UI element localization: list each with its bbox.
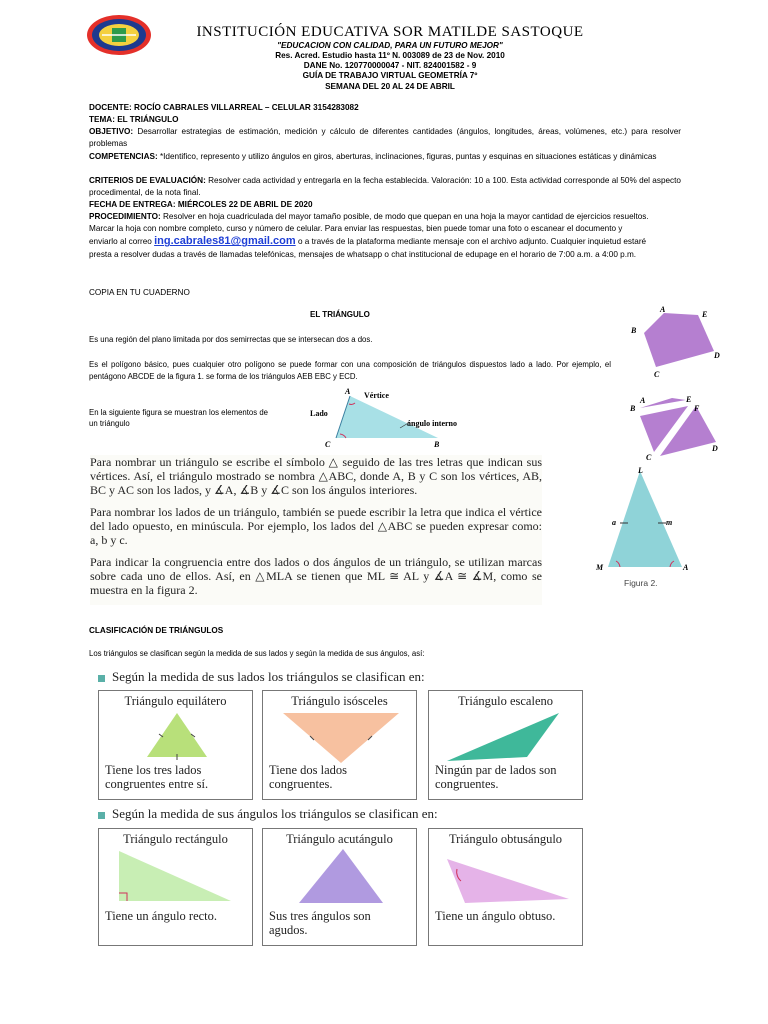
pent-label-e: E	[702, 310, 708, 319]
fig-label-b: B	[434, 440, 440, 449]
guide-title: GUÍA DE TRABAJO VIRTUAL GEOMETRÍA 7º	[302, 71, 478, 80]
card-description: Sus tres ángulos son agudos.	[269, 909, 371, 937]
card-isosceles	[262, 690, 417, 800]
dane-nit: DANE No. 120770000047 - NIT. 824001582 - 9	[303, 61, 477, 70]
fig-label-c: C	[325, 440, 331, 449]
split-label-d: D	[712, 444, 718, 453]
competencias	[89, 151, 681, 163]
split-label-c: C	[646, 453, 652, 462]
isosceles-triangle	[263, 707, 416, 763]
card-acutangulo	[262, 828, 417, 946]
school-logo	[86, 14, 152, 56]
obtuse-triangle	[429, 845, 582, 905]
copia-label: COPIA EN TU CUADERNO	[89, 288, 190, 297]
fig2-label-a: A	[683, 563, 689, 572]
fig-label-angulo: ángulo interno	[407, 419, 458, 428]
naming-paragraph-1: Para nombrar un triángulo se escribe el símbolo △ seguido de las tres letras que indican sus vértices. Así, el triángulo mostrado se nombra △ABC, donde A, B y C son los vértices, AB, BC y AC son los lados, y ∡A, ∡B y ∡C son los ángulos interiores.	[90, 455, 542, 497]
classification-title: CLASIFICACIÓN DE TRIÁNGULOS	[89, 626, 224, 635]
figura2-caption: Figura 2.	[624, 578, 658, 588]
fecha-entrega: FECHA DE ENTREGA: MIÉRCOLES 22 DE ABRIL DE 2020	[89, 200, 313, 209]
pent-label-c: C	[654, 370, 660, 379]
split-label-f: F	[694, 404, 700, 413]
split-label-e: E	[686, 395, 692, 404]
card-description: Tiene los tres lados congruentes entre sí.	[105, 763, 209, 791]
fig2-label-m: M	[596, 563, 604, 572]
by-sides-heading-text: Según la medida de sus lados los triángulos se clasifican en:	[112, 669, 425, 684]
classification-intro: Los triángulos se clasifican según la medida de sus lados y según la medida de sus ángulos, así:	[89, 649, 425, 658]
motto: "EDUCACION CON CALIDAD, PARA UN FUTURO MEJOR"	[277, 41, 503, 50]
equilateral-triangle	[99, 707, 252, 763]
card-description: Tiene un ángulo obtuso.	[435, 909, 556, 923]
pentagon-figure	[636, 305, 722, 377]
elements-intro: En la siguiente figura se muestran los elementos de un triángulo	[89, 408, 268, 428]
card-description: Tiene dos lados congruentes.	[269, 763, 348, 791]
right-triangle	[99, 845, 252, 905]
fig-label-vertice: Vértice	[364, 391, 389, 400]
card-title: Triángulo obtusángulo	[448, 832, 563, 846]
week: SEMANA DEL 20 AL 24 DE ABRIL	[325, 82, 455, 91]
split-label-a: A	[640, 396, 646, 405]
bullet-icon	[98, 675, 105, 682]
card-title: Triángulo escaleno	[457, 694, 553, 708]
competencias-text: *Identifico, represento y utilizo ángulos en giros, aberturas, inclinaciones, figuras, puntas y esquinas en situaciones estáticas y dinámicas	[159, 152, 657, 161]
criterios-label: CRITERIOS DE EVALUACIÓN:	[89, 176, 206, 185]
by-angles-heading	[98, 806, 438, 822]
card-title: Triángulo isósceles	[291, 694, 388, 708]
objetivo	[89, 126, 681, 150]
procedimiento-label: PROCEDIMIENTO:	[89, 212, 161, 221]
email-link[interactable]: ing.cabrales81@gmail.com	[154, 235, 296, 248]
card-escaleno	[428, 690, 583, 800]
criterios-text: Resolver cada actividad y entregarla en la fecha establecida. Valoración: 10 a 100. Esta actividad corresponde al 50% del aspecto procedimental, de la nota final.	[89, 176, 681, 198]
scalene-triangle	[429, 707, 582, 763]
pent-label-d: D	[714, 351, 720, 360]
card-title: Triángulo rectángulo	[123, 832, 228, 846]
split-label-b: B	[630, 404, 636, 413]
fig2-side-a: a	[612, 518, 616, 527]
fig2-label-l: L	[638, 466, 643, 475]
section-title: EL TRIÁNGULO	[310, 310, 370, 319]
card-description: Ningún par de lados son congruentes.	[435, 763, 557, 791]
card-title: Triángulo acutángulo	[286, 832, 393, 846]
procedimiento	[89, 211, 649, 261]
naming-paragraph-2: Para nombrar los lados de un triángulo, también se puede escribir la letra que indica el vértice del lado opuesto, en minúscula. Por ejemplo, los lados del △ABC se pueden expresar como: a, b y c.	[90, 505, 542, 547]
card-description: Tiene un ángulo recto.	[105, 909, 218, 923]
tema: TEMA: EL TRIÁNGULO	[89, 115, 179, 124]
fig-label-a: A	[345, 387, 351, 396]
card-rectangulo	[98, 828, 253, 946]
fig-label-lado: Lado	[310, 409, 328, 418]
pent-label-b: B	[631, 326, 637, 335]
naming-paragraph-3: Para indicar la congruencia entre dos lados o dos ángulos de un triángulo, se utilizan marcas sobre cada uno de ellos. Así, en △MLA se tienen que ML ≅ AL y ∡A ≅ ∡M, como se muestra en la figura 2.	[90, 555, 542, 597]
by-angles-heading-text: Según la medida de sus ángulos los triángulos se clasifican en:	[112, 806, 438, 821]
competencias-label: COMPETENCIAS:	[89, 152, 158, 161]
naming-explanation-box	[90, 455, 542, 605]
by-sides-heading	[98, 669, 425, 685]
basic-polygon-text: Es el polígono básico, pues cualquier otro polígono se puede formar con una composición de triángulos dispuestos lado a lado. Por ejemplo, el pentágono ABCDE de la figura 1. se forma de los triángulos AEB EBC y ECD.	[89, 360, 611, 381]
card-obtusangulo	[428, 828, 583, 946]
criterios	[89, 175, 681, 199]
objetivo-text: Desarrollar estrategias de estimación, medición y cálculo de diferentes cantidades (ángulos, longitudes, áreas, volúmenes, etc.) para resolver problemas	[89, 127, 681, 149]
procedimiento-text-2: o a través de la plataforma mediante mensaje con el archivo adjunto. Cualquier inquietud estaré presta a resolver dudas a través de llamadas telefónicas, mensajes de whatsapp o chat institucional de edupage en el horario de 7:00 a.m. a 4:00 p.m.	[89, 237, 647, 259]
definition: Es una región del plano limitada por dos semirrectas que se intersecan dos a dos.	[89, 335, 373, 344]
docente: DOCENTE: ROCÍO CABRALES VILLARREAL – CELULAR 3154283082	[89, 103, 359, 112]
fig2-side-m: m	[666, 518, 673, 527]
objetivo-label: OBJETIVO:	[89, 127, 134, 136]
acute-triangle	[263, 845, 416, 905]
institution-name: INSTITUCIÓN EDUCATIVA SOR MATILDE SASTOQUE	[196, 24, 584, 40]
bullet-icon	[98, 812, 105, 819]
card-title: Triángulo equilátero	[124, 694, 227, 708]
accreditation: Res. Acred. Estudio hasta 11º N. 003089 de 23 de Nov. 2010	[275, 51, 505, 60]
card-equilatero	[98, 690, 253, 800]
pent-label-a: A	[660, 305, 666, 314]
procedimiento-text-1: Resolver en hoja cuadriculada del mayor tamaño posible, de modo que quepan en una hoja la mayor cantidad de ejercicios resueltos. Marcar la hoja con nombre completo, curso y número de celular. Para enviar las respuestas, bien puede tomar una foto o escanear el documento y enviarlo al correo	[89, 212, 649, 247]
